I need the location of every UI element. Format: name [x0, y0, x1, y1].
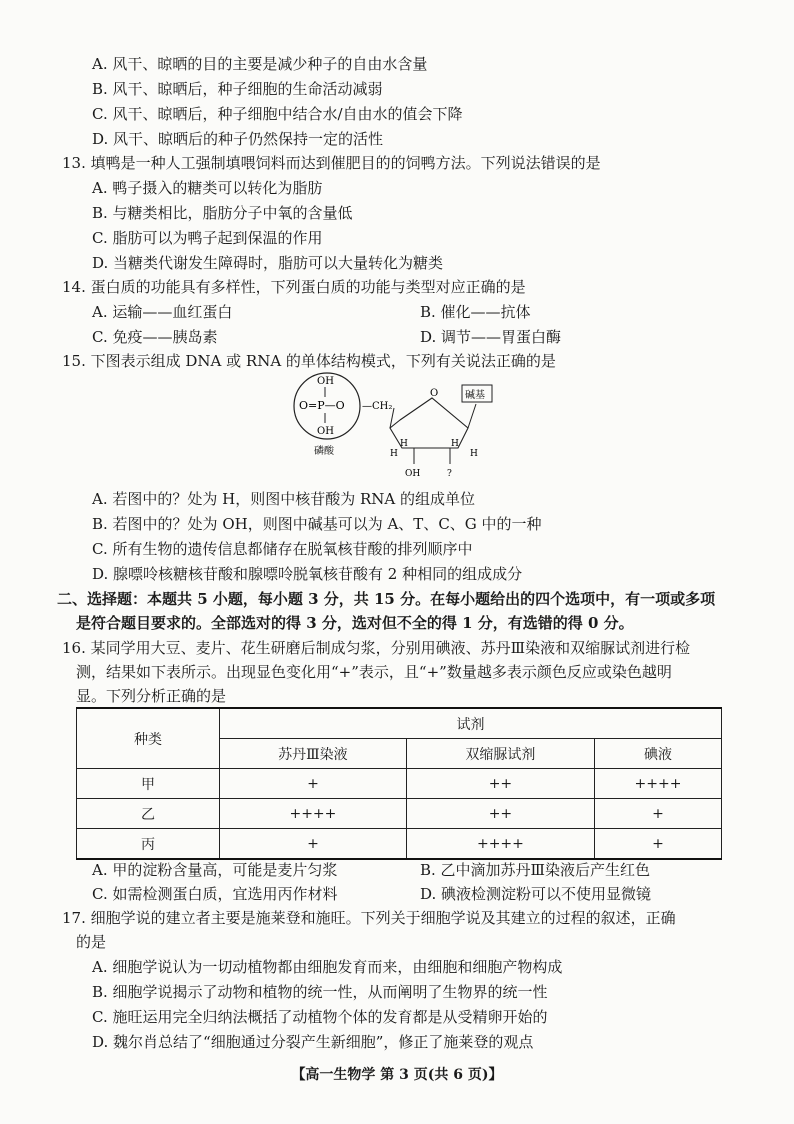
q14-option-a: A. 运输——血红蛋白	[92, 303, 233, 321]
table-row-label: 乙	[77, 799, 220, 829]
q12-option-b: B. 风干、晾晒后，种子细胞的生命活动减弱	[92, 80, 383, 98]
bond-base	[468, 404, 476, 428]
nucleotide-diagram	[290, 368, 530, 483]
table-corner-header: 种类	[77, 708, 220, 769]
phosphate-oh-bottom: OH	[317, 426, 334, 437]
table-row	[77, 799, 722, 829]
q16-option-d: D. 碘液检测淀粉可以不使用显微镜	[420, 885, 652, 903]
page-footer: 【高一生物学 第 3 页(共 6 页)】	[291, 1067, 503, 1083]
q17-stem-line1: 17. 细胞学说的建立者主要是施莱登和施旺。下列关于细胞学说及其建立的过程的叙述，正确	[62, 909, 676, 927]
q14-option-d: D. 调节——胃蛋白酶	[420, 328, 562, 346]
q17-option-d: D. 魏尔肖总结了“细胞通过分裂产生新细胞”，修正了施莱登的观点	[92, 1033, 534, 1051]
table-cell: +	[595, 829, 722, 860]
q17-option-b: B. 细胞学说揭示了动物和植物的统一性，从而阐明了生物界的统一性	[92, 983, 548, 1001]
table-row	[77, 769, 722, 799]
q14-stem: 14. 蛋白质的功能具有多样性，下列蛋白质的功能与类型对应正确的是	[62, 278, 526, 296]
table-cell: ++	[406, 799, 594, 829]
phosphate-label: 磷酸	[314, 446, 334, 457]
q17-stem-line2: 的是	[76, 933, 107, 951]
q16-option-c: C. 如需检测蛋白质，宜选用丙作材料	[92, 885, 338, 903]
q13-stem: 13. 填鸭是一种人工强制填喂饲料而达到催肥目的的饲鸭方法。下列说法错误的是	[62, 154, 601, 172]
table-col-header: 苏丹Ⅲ染液	[220, 739, 407, 769]
table-row-label: 甲	[77, 769, 220, 799]
q13-option-b: B. 与糖类相比，脂肪分子中氧的含量低	[92, 204, 353, 222]
q12-option-a: A. 风干、晾晒的目的主要是减少种子的自由水含量	[92, 55, 428, 73]
q17-option-c: C. 施旺运用完全归纳法概括了动植物个体的发育都是从受精卵开始的	[92, 1008, 548, 1026]
q15-option-c: C. 所有生物的遗传信息都储存在脱氧核苷酸的排列顺序中	[92, 540, 473, 558]
base-label: 碱基	[465, 390, 485, 401]
q14-option-b: B. 催化——抗体	[420, 303, 531, 321]
table-cell: +	[220, 829, 407, 860]
q16-stem-line2: 测，结果如下表所示。出现显色变化用“+”表示，且“+”数量越多表示颜色反应或染色越明	[76, 663, 672, 681]
q12-option-d: D. 风干、晾晒后的种子仍然保持一定的活性	[92, 130, 384, 148]
section2-heading: 二、选择题：本题共 5 小题，每小题 3 分，共 15 分。在每小题给出的四个选项中，有一项或多项	[57, 590, 716, 608]
h-right-top: H	[451, 439, 459, 449]
table-group-header: 试剂	[220, 708, 722, 739]
q13-option-c: C. 脂肪可以为鸭子起到保温的作用	[92, 229, 323, 247]
table-cell: +	[220, 769, 407, 799]
q15-stem: 15. 下图表示组成 DNA 或 RNA 的单体结构模式，下列有关说法正确的是	[62, 352, 556, 370]
h-left-top: H	[400, 439, 408, 449]
reagent-table	[76, 707, 722, 860]
q17-option-a: A. 细胞学说认为一切动植物都由细胞发育而来，由细胞和细胞产物构成	[92, 958, 563, 976]
section2-instructions: 是符合题目要求的。全部选对的得 3 分，选对但不全的得 1 分，有选错的得 0 分。	[76, 614, 634, 632]
q13-option-d: D. 当糖类代谢发生障碍时，脂肪可以大量转化为糖类	[92, 254, 444, 272]
table-row-label: 丙	[77, 829, 220, 860]
q15-option-d: D. 腺嘌呤核糖核苷酸和腺嘌呤脱氧核苷酸有 2 种相同的组成成分	[92, 565, 523, 583]
q14-option-c: C. 免疫——胰岛素	[92, 328, 218, 346]
q13-option-a: A. 鸭子摄入的糖类可以转化为脂肪	[92, 179, 323, 197]
table-cell: ++++	[595, 769, 722, 799]
phosphate-core: O=P—O	[299, 399, 345, 412]
ch2-group: —CH₂	[362, 401, 393, 412]
q15-option-b: B. 若图中的？处为 OH，则图中碱基可以为 A、T、C、G 中的一种	[92, 515, 542, 533]
ring-oxygen: O	[430, 388, 439, 399]
sugar-oh: OH	[405, 469, 421, 479]
table-col-header: 双缩脲试剂	[406, 739, 594, 769]
q16-option-b: B. 乙中滴加苏丹Ⅲ染液后产生红色	[420, 861, 651, 879]
table-col-header: 碘液	[595, 739, 722, 769]
table-cell: +	[595, 799, 722, 829]
q12-option-c: C. 风干、晾晒后，种子细胞中结合水/自由水的值会下降	[92, 105, 463, 123]
h-left-bottom: H	[390, 449, 398, 459]
q16-stem-line3: 显。下列分析正确的是	[76, 687, 227, 705]
table-cell: ++++	[406, 829, 594, 860]
h-right-bottom: H	[470, 449, 478, 459]
phosphate-oh-top: OH	[317, 376, 334, 387]
table-row	[77, 829, 722, 860]
table-cell: ++++	[220, 799, 407, 829]
q16-stem-line1: 16. 某同学用大豆、麦片、花生研磨后制成匀浆，分别用碘液、苏丹Ⅲ染液和双缩脲试剂进行检	[62, 639, 691, 657]
sugar-unknown: ?	[447, 469, 452, 479]
q15-option-a: A. 若图中的？处为 H，则图中核苷酸为 RNA 的组成单位	[92, 490, 476, 508]
table-cell: ++	[406, 769, 594, 799]
q16-option-a: A. 甲的淀粉含量高，可能是麦片匀浆	[92, 861, 338, 879]
